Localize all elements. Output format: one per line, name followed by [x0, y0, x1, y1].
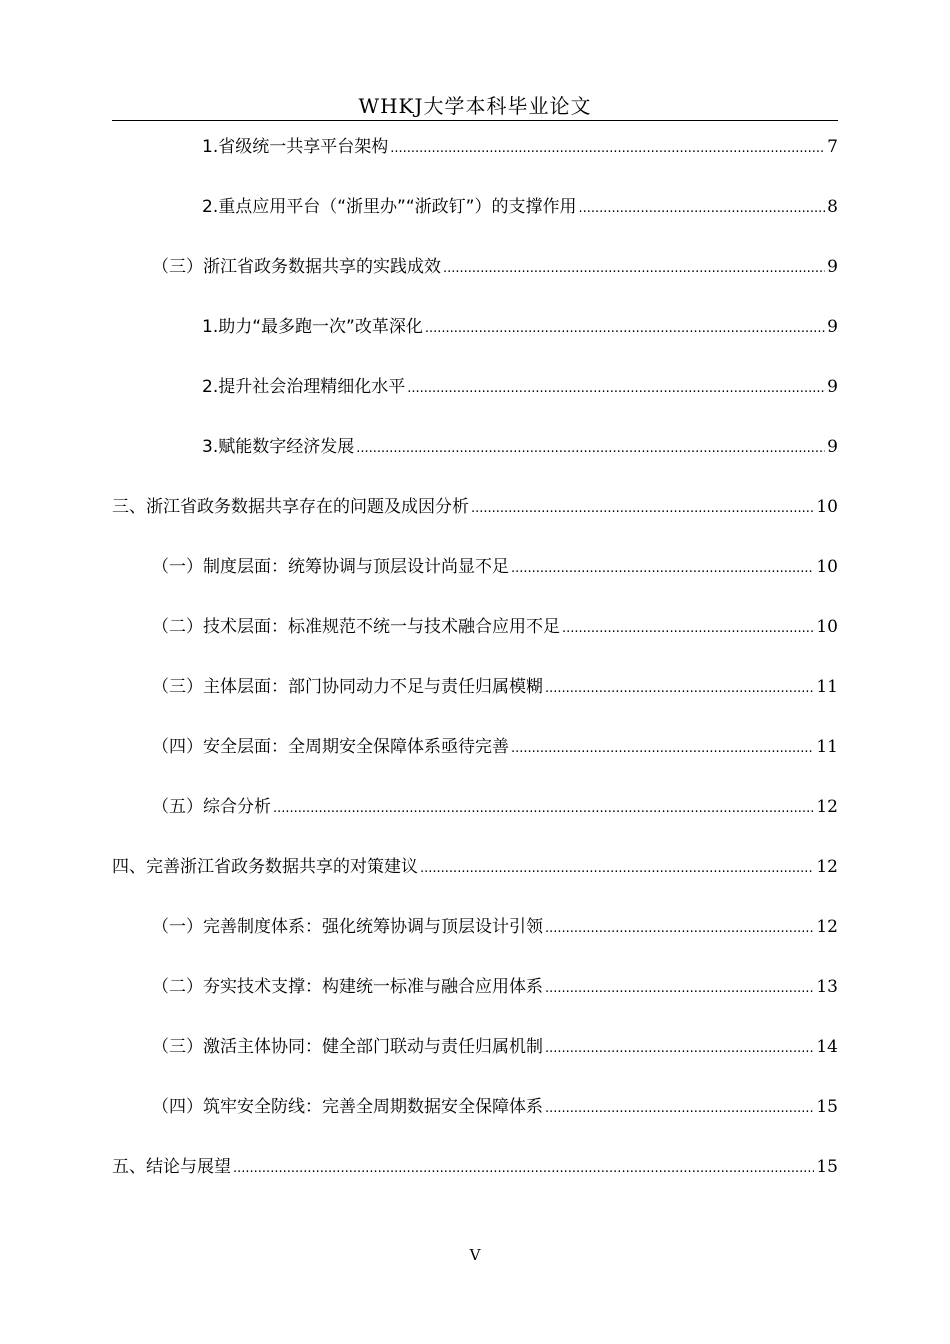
header-rule: [112, 120, 838, 121]
toc-entry[interactable]: [112, 493, 838, 553]
toc-entry[interactable]: [112, 973, 838, 1033]
toc-entry[interactable]: [112, 373, 838, 433]
toc-dot-leader: [356, 433, 825, 463]
toc-entry[interactable]: [112, 193, 838, 253]
toc-dot-leader: [443, 253, 825, 283]
toc-entry[interactable]: [112, 1033, 838, 1093]
toc-entry-label: 三、浙江省政务数据共享存在的问题及成因分析: [112, 497, 469, 517]
toc-entry-label: （一）完善制度体系：强化统筹协调与顶层设计引领: [152, 917, 543, 937]
toc-dot-leader: [390, 133, 825, 163]
toc-entry-page: 15: [816, 1097, 838, 1117]
toc-entry-label: 1.省级统一共享平台架构: [202, 137, 389, 157]
toc-dot-leader: [545, 1093, 814, 1123]
toc-entry[interactable]: [112, 553, 838, 613]
toc-entry[interactable]: [112, 913, 838, 973]
toc-entry[interactable]: [112, 1153, 838, 1213]
header-title: WHKJ大学本科毕业论文: [358, 94, 592, 118]
toc-entry-label: 3.赋能数字经济发展: [202, 437, 355, 457]
page-number: V: [469, 1246, 481, 1264]
toc-entry-page: 8: [827, 197, 838, 217]
toc-entry[interactable]: [112, 673, 838, 733]
toc-entry-page: 11: [816, 737, 838, 757]
toc-entry-label: 2.重点应用平台（“浙里办”“浙政钉”）的支撑作用: [202, 197, 577, 217]
toc-entry-label: （一）制度层面：统筹协调与顶层设计尚显不足: [152, 557, 509, 577]
toc-entry-page: 12: [816, 797, 838, 817]
toc-entry-page: 12: [816, 917, 838, 937]
toc-dot-leader: [578, 193, 825, 223]
toc-entry-page: 9: [827, 317, 838, 337]
toc-entry-label: （四）筑牢安全防线：完善全周期数据安全保障体系: [152, 1097, 543, 1117]
toc-dot-leader: [545, 973, 814, 1003]
toc-entry[interactable]: [112, 313, 838, 373]
toc-entry-label: （五）综合分析: [152, 797, 271, 817]
toc-entry[interactable]: [112, 733, 838, 793]
toc-dot-leader: [562, 613, 814, 643]
toc-dot-leader: [511, 553, 814, 583]
toc-entry-label: （二）技术层面：标准规范不统一与技术融合应用不足: [152, 617, 560, 637]
toc-dot-leader: [471, 493, 814, 523]
toc-dot-leader: [425, 313, 825, 343]
toc-entry[interactable]: [112, 793, 838, 853]
toc-entry-page: 12: [816, 857, 838, 877]
toc-entry[interactable]: [112, 253, 838, 313]
toc-entry-label: 五、结论与展望: [112, 1157, 231, 1177]
toc-entry-label: 1.助力“最多跑一次”改革深化: [202, 317, 423, 337]
toc-entry-page: 10: [816, 497, 838, 517]
toc-dot-leader: [233, 1153, 814, 1183]
toc-entry-label: 四、完善浙江省政务数据共享的对策建议: [112, 857, 418, 877]
toc-dot-leader: [545, 673, 814, 703]
toc-entry[interactable]: [112, 853, 838, 913]
toc-entry-page: 10: [816, 557, 838, 577]
toc-entry-label: （二）夯实技术支撑：构建统一标准与融合应用体系: [152, 977, 543, 997]
toc-entry-label: （三）激活主体协同：健全部门联动与责任归属机制: [152, 1037, 543, 1057]
table-of-contents: [112, 133, 838, 1213]
toc-entry-page: 7: [827, 137, 838, 157]
toc-entry-page: 11: [816, 677, 838, 697]
toc-entry[interactable]: [112, 133, 838, 193]
toc-entry-page: 10: [816, 617, 838, 637]
toc-dot-leader: [273, 793, 814, 823]
toc-entry-page: 14: [816, 1037, 838, 1057]
toc-entry-page: 9: [827, 377, 838, 397]
toc-dot-leader: [420, 853, 814, 883]
toc-entry-page: 9: [827, 257, 838, 277]
toc-dot-leader: [511, 733, 814, 763]
toc-dot-leader: [407, 373, 825, 403]
toc-entry-page: 15: [816, 1157, 838, 1177]
toc-entry[interactable]: [112, 433, 838, 493]
toc-dot-leader: [545, 1033, 814, 1063]
toc-dot-leader: [545, 913, 814, 943]
toc-entry-page: 13: [816, 977, 838, 997]
toc-entry-label: 2.提升社会治理精细化水平: [202, 377, 406, 397]
toc-entry-label: （三）浙江省政务数据共享的实践成效: [152, 257, 441, 277]
toc-entry-page: 9: [827, 437, 838, 457]
toc-entry[interactable]: [112, 1093, 838, 1153]
toc-entry-label: （四）安全层面：全周期安全保障体系亟待完善: [152, 737, 509, 757]
toc-entry[interactable]: [112, 613, 838, 673]
toc-entry-label: （三）主体层面：部门协同动力不足与责任归属模糊: [152, 677, 543, 697]
